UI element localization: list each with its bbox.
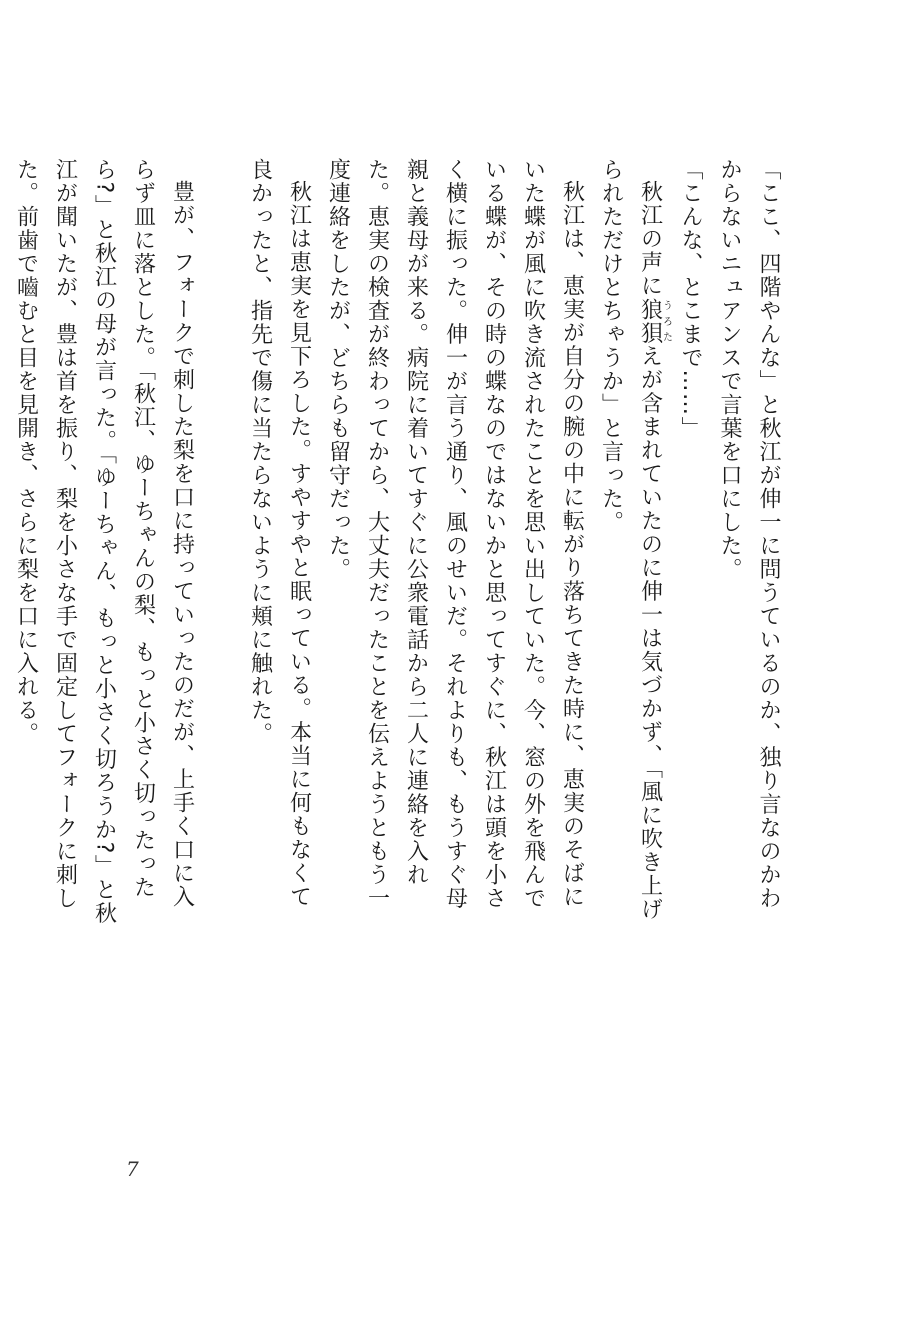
paragraph-1: 「ここ、四階やんな」と秋江が伸一に問うているのか、独り言なのかわからないニュアンスで言葉を口にした。 [717, 158, 781, 910]
paragraph-2: 「こんな、とこまで……」 [678, 158, 703, 440]
paragraph-5: 秋江は恵実を見下ろした。すやすやと眠っている。本当に何もなくて良かったと、指先で傷に当たらないように頬に触れた。 [247, 158, 312, 909]
ruby-annotation [637, 297, 672, 345]
paragraph-3 [592, 158, 672, 928]
page-number: 7 [126, 1157, 139, 1181]
ruby-reading: うろた [660, 297, 672, 345]
paragraph-3-part-1: 秋江の声に [637, 180, 663, 298]
vertical-text-body [13, 158, 788, 928]
ruby-base: 狼狽 [637, 297, 663, 345]
paragraph-4: 秋江は、恵実が自分の腕の中に転がり落ちてきた時に、恵実のそばにいた蝶が風に吹き流されたことを思い出していた。今、窓の外を飛んでいる蝶が、その時の蝶なのではないかと思ってすぐに、秋江は頭を小さく横に振った。伸一が言う通り、風のせいだ。それよりも、もうすぐ母親と義母が来る。病院に着いてすぐに公衆電話から二人に連絡を入れた。恵実の検査が終わってから、大丈夫だったことを伝えようともう一度連絡をしたが、どちらも留守だった。 [325, 158, 585, 910]
paragraph-6: 豊が、フォークで刺した梨を口に持っていったのだが、上手く口に入らず皿に落とした。「秋江、ゆーちゃんの梨、もっと小さく切ったったら?」と秋江の母が言った。「ゆーちゃん、もっと小さく切ろうか?」と秋江が聞いたが、豊は首を振り、梨を小さな手で固定してフォークに刺した。前歯で嚙むと目を見開き、さらに梨を口に入れる。 [13, 158, 195, 926]
paragraph-3-part-2: えが含まれていたのに伸一は気づかず、「風に吹き上げられただけとちゃうか」と言った。 [598, 158, 663, 921]
